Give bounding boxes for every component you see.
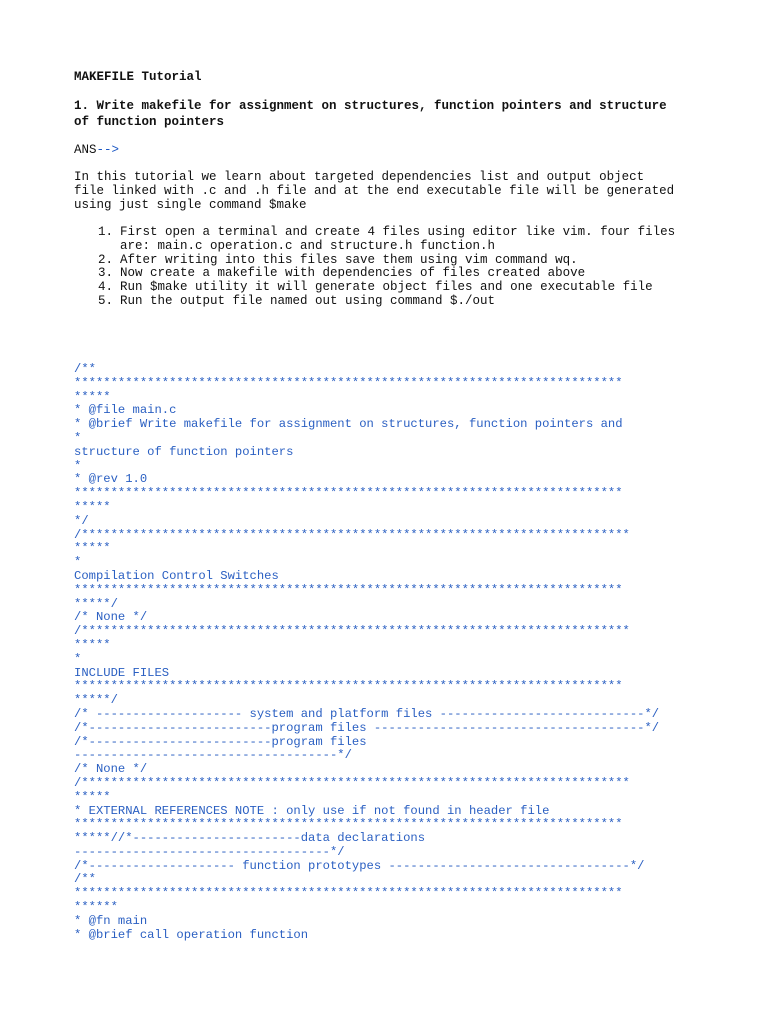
code-line: ------------------------------------*/ — [74, 749, 352, 763]
answer-arrow: --> — [96, 143, 120, 157]
list-item — [98, 254, 718, 268]
code-line: *****//*-----------------------data declarations — [74, 832, 426, 846]
list-item-text: First open a terminal and create 4 files using editor like vim. four files are: main.c operation.c and structure.h function.h — [120, 225, 676, 253]
code-line: * — [74, 652, 82, 666]
list-item-text: Run the output file named out using command $./out — [120, 293, 496, 308]
list-item — [98, 226, 718, 254]
code-line: /** — [74, 873, 96, 887]
code-line: /* None */ — [74, 611, 148, 625]
question-heading: 1. Write makefile for assignment on structures, function pointers and structure of function pointers — [74, 99, 667, 129]
code-line: * @brief call operation function — [74, 928, 309, 942]
code-line: * @file main.c — [74, 404, 177, 418]
code-line: * EXTERNAL REFERENCES NOTE : only use if not found in header file — [74, 804, 550, 818]
code-line: /*************************************************************************** — [74, 776, 630, 790]
code-line: ***** — [74, 390, 111, 404]
code-line: * @brief Write makefile for assignment on structures, function pointers and — [74, 418, 623, 432]
intro-paragraph: In this tutorial we learn about targeted dependencies list and output object file linked with .c and .h file and at the end executable file will be generated using just single command $make — [74, 170, 675, 212]
answer-label — [74, 143, 119, 157]
code-line: * — [74, 431, 82, 445]
code-line: ***** — [74, 790, 111, 804]
code-line: ***** — [74, 500, 111, 514]
code-line: *************************************************************************** — [74, 887, 623, 901]
code-line: /*************************************************************************** — [74, 528, 630, 542]
code-line: * — [74, 556, 82, 570]
code-line: */ — [74, 514, 89, 528]
list-item — [98, 267, 718, 281]
code-line: * — [74, 459, 82, 473]
code-line: *************************************************************************** — [74, 376, 623, 390]
list-item — [98, 281, 718, 295]
code-line: -----------------------------------*/ — [74, 845, 345, 859]
code-line: ****** — [74, 901, 118, 915]
code-line: *************************************************************************** — [74, 487, 623, 501]
code-line: /*-------------------------program files — [74, 735, 367, 749]
code-line: /*-------------------- function prototypes ---------------------------------*/ — [74, 859, 645, 873]
list-item-number: 5. — [98, 293, 114, 308]
code-line: ***** — [74, 542, 111, 556]
document-title: MAKEFILE Tutorial — [74, 70, 202, 84]
code-line: /* None */ — [74, 763, 148, 777]
code-line: *************************************************************************** — [74, 583, 623, 597]
code-line: INCLUDE FILES — [74, 666, 170, 680]
code-line: /*-------------------------program files -------------------------------------*/ — [74, 721, 660, 735]
code-line: *************************************************************************** — [74, 680, 623, 694]
list-item-text: Run $make utility it will generate object files and one executable file — [120, 280, 653, 295]
code-line: /* -------------------- system and platform files ----------------------------*/ — [74, 707, 660, 721]
list-item — [98, 295, 718, 309]
code-line: Compilation Control Switches — [74, 569, 279, 583]
code-line: * @rev 1.0 — [74, 473, 148, 487]
code-line: /*************************************************************************** — [74, 625, 630, 639]
list-item-text: Now create a makefile with dependencies of files created above — [120, 266, 586, 281]
steps-list — [98, 226, 718, 309]
list-item-number: 1. — [98, 225, 114, 239]
answer-label-text: ANS — [74, 143, 97, 157]
list-item-number: 3. — [98, 266, 114, 281]
code-block — [74, 363, 714, 942]
list-item-number: 2. — [98, 252, 114, 267]
code-line: *****/ — [74, 694, 118, 708]
list-item-number: 4. — [98, 280, 114, 295]
code-line: *************************************************************************** — [74, 818, 623, 832]
code-line: structure of function pointers — [74, 445, 294, 459]
code-line: * @fn main — [74, 914, 148, 928]
code-line: *****/ — [74, 597, 118, 611]
code-line: ***** — [74, 638, 111, 652]
list-item-text: After writing into this files save them using vim command wq. — [120, 252, 578, 267]
code-line: /** — [74, 363, 96, 376]
